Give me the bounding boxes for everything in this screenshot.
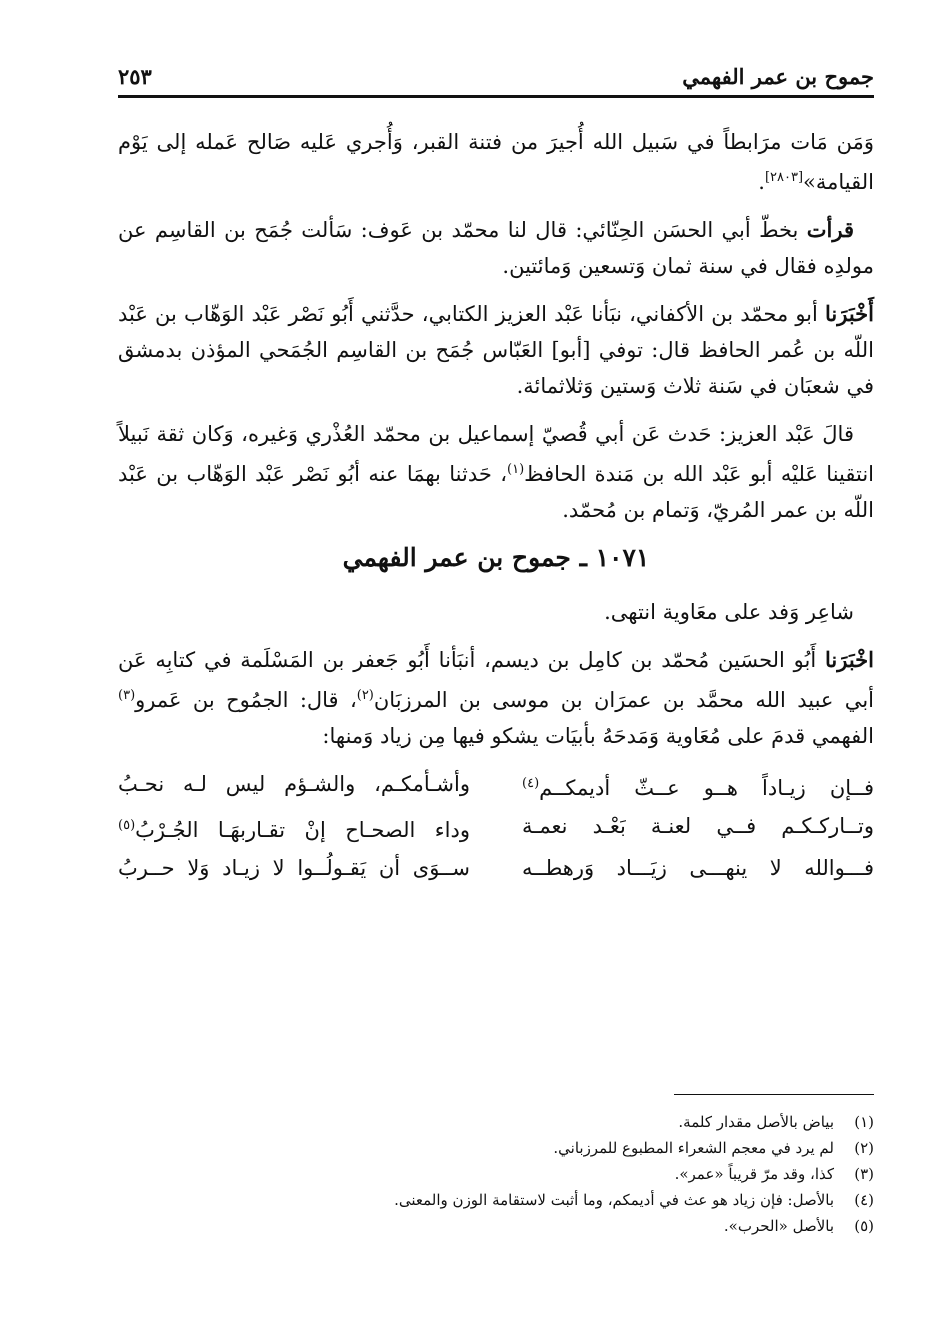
paragraph-5: [118, 594, 874, 630]
verse-1-first-hemistich: [522, 766, 874, 806]
verse-3-second-hemistich: ســوَى أن يَقـولُــوا لا زيـاد وَلا حــربُ: [118, 856, 470, 880]
footnote-number: (٢): [854, 1139, 874, 1157]
paragraph-4-text-b: ، حَدثنا بهمَا عنه أبُو نَصْر عَبْد الوَهّاب بن عَبْد اللّه بن عمر المُريّ، وَتمام بن مُحمّد.: [118, 462, 874, 522]
section-heading: ١٠٧١ ـ جموح بن عمر الفهمي: [342, 543, 650, 572]
footnote-ref-4: (٤): [522, 776, 540, 791]
paragraph-6-text-c: الفهمي قدمَ على مُعَاوية وَمَدحَهُ بأبيَات يشكو فيها مِن زياد وَمنها:: [322, 724, 874, 748]
paragraph-3-lead: أَخْبَرَنا: [825, 301, 874, 326]
footnote-text: بياض بالأصل مقدار كلمة.: [678, 1113, 834, 1131]
paragraph-6: [118, 642, 874, 754]
verse-2-first-hemistich: وتــاركـكـم فــي لعنـة بَعْـد نعمـة: [522, 814, 874, 838]
paragraph-3-text: أبو محمّد بن الأكفاني، نبَأنا عَبْد العزيز الكتابي، حدَّثني أَبُو نَصْر عَبْد الوَهّاب بن عَبْد اللّه بن عُمر الحافظ قال: توفي [أبو] العَبّاس جُمَح بن القاسِم الجُمَحي المؤذن بدمشق في شعبَان في سَنة ثلاث وَستين وَثلاثمائة.: [118, 302, 874, 398]
verse-1-first-text: فــإن زيـاداً هــو عــثّ أديمكــم: [539, 776, 874, 800]
verse-line-2: [118, 808, 874, 848]
footnote-number: (١): [854, 1113, 874, 1131]
footnotes: [118, 1094, 874, 1239]
footnote-ref-3: (٣): [118, 688, 136, 703]
paragraph-5-text: شاعِر وَفد على معَاوية انتهى.: [604, 600, 854, 624]
footnote-4: [118, 1187, 874, 1213]
paragraph-1: [118, 124, 874, 200]
footnote-number: (٥): [854, 1217, 874, 1235]
paragraph-1-text: وَمَن مَات مرَابطاً في سَبيل الله أُجيرَ من فتنة القبر، وَأُجري عَليه صَالح عَمله إلى يَوْم القيامة»: [118, 130, 874, 194]
paragraph-2-lead: قرأت: [806, 217, 854, 242]
paragraph-1-end: .: [758, 170, 765, 194]
verse-line-1: [118, 766, 874, 806]
footnote-ref-5: (٥): [118, 818, 136, 833]
paragraph-4-text-a: قالَ عَبْد العزيز: حَدث عَن أبي قُصيّ إسماعيل بن محمّد العُذْري وَغيره، وَكان ثقة نَبيلاً انتقينا عَليْه أبو عَبْد الله بن مَندة الحافظ: [118, 422, 875, 486]
footnote-number: (٤): [854, 1191, 874, 1209]
page-header: [118, 58, 874, 98]
footnote-text: بالأصل: فإن زياد هو عث في أديمكم، وما أثبت لاستقامة الوزن والمعنى.: [394, 1191, 834, 1209]
footnote-5: [118, 1213, 874, 1239]
footnote-ref-1: (١): [507, 462, 525, 477]
paragraph-6-text-b: ، قال: الجمُوح بن عَمرو: [135, 688, 357, 712]
footnote-text: بالأصل «الحرب».: [723, 1217, 834, 1235]
verse-1-second-hemistich: وأشـأمكـم، والشـؤم ليس لـه نحـبُ: [118, 772, 470, 796]
paragraph-4: [118, 416, 874, 528]
paragraph-6-text-a: أَبُو الحسَين مُحمّد بن كامِل بن ديسم، أنبَأنا أَبُو جَعفر بن المَسْلَمة في كتابِه عَن أبي عبيد الله محمَّد بن عمرَان بن موسى بن المرزبَان: [118, 648, 874, 712]
footnote-3: [118, 1161, 874, 1187]
hadith-reference: [٢٨٠٣]: [764, 170, 804, 185]
paragraph-6-lead: اخْبَرَنا: [825, 647, 874, 672]
footnote-number: (٣): [854, 1165, 874, 1183]
verse-line-3: [118, 850, 874, 886]
paragraph-3: [118, 296, 874, 404]
verse-3-first-hemistich: فـــوالله لا ينهـــى زيَـــاد وَرهطــه: [522, 856, 874, 880]
footnote-2: [118, 1135, 874, 1161]
footnote-text: كذا، وقد مرّ قريباً «عمر».: [674, 1165, 834, 1183]
verse-2-second-text: وداء الصحـاح إنْ تقـاربهَـا الجُـرْبُ: [135, 818, 470, 842]
running-title: جموح بن عمر الفهمي: [682, 64, 874, 89]
main-text: [118, 124, 874, 888]
footnote-divider: [674, 1094, 874, 1095]
footnote-ref-2: (٢): [356, 688, 374, 703]
footnote-1: [118, 1109, 874, 1135]
footnote-text: لم يرد في معجم الشعراء المطبوع للمرزباني.: [553, 1139, 834, 1157]
paragraph-2-text: بخطّ أبي الحسَن الحِنّائي: قال لنا محمّد بن عَوف: سَألت جُمَح بن القاسِم عن مولدِه فقال في سنة ثمان وَتسعين وَمائتين.: [118, 218, 874, 278]
page-number: ٢٥٣: [118, 64, 152, 89]
verse-2-second-hemistich: [118, 808, 470, 848]
paragraph-2: [118, 212, 874, 284]
